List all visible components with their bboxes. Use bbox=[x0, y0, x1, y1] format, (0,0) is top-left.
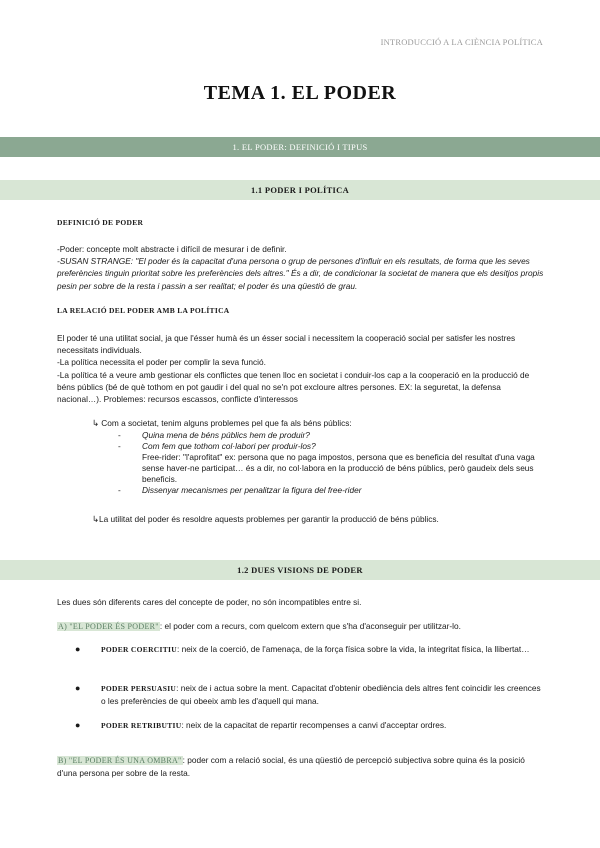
bullet-icon: ● bbox=[75, 644, 81, 654]
bullet-icon: ● bbox=[75, 720, 81, 730]
problems-list bbox=[118, 430, 543, 496]
persuasive-label: PODER PERSUASIU bbox=[101, 684, 177, 693]
list-item: - Dissenyar mecanismes per penalitzar la figura del free-rider bbox=[118, 485, 362, 495]
definition-paragraph bbox=[57, 243, 545, 292]
subsection-band: 1.1 PODER I POLÍTICA bbox=[0, 180, 600, 200]
definition-quote-block bbox=[57, 255, 545, 292]
free-rider-detail: Free-rider: "l'aprofitat" ex: persona que no paga impostos, persona que es beneficia del resultat d'una vaga sense haver-ne participat… és a dir, no col·labora en la producció de béns públics, però gaudeix dels seus beneficis. bbox=[142, 452, 535, 484]
power-utility-note: ↳La utilitat del poder és resoldre aquests problemes per garantir la producció de béns públics. bbox=[92, 514, 439, 524]
dash-bullet: - bbox=[118, 441, 121, 451]
vision-a bbox=[57, 620, 545, 633]
vision-b bbox=[57, 754, 545, 779]
definition-line: -Poder: concepte molt abstracte i difícil de mesurar i de definir. bbox=[57, 244, 287, 254]
strange-quote: -SUSAN STRANGE: "El poder és la capacitat d'una persona o grup de persones d'influir en els resultats, de forma que les seves preferències tinguin prioritat sobre les preferències dels altres." bbox=[57, 256, 530, 279]
relation-heading: LA RELACIÓ DEL PODER AMB LA POLÍTICA bbox=[57, 306, 230, 315]
course-header: INTRODUCCIÓ A LA CIÈNCIA POLÍTICA bbox=[380, 37, 543, 47]
relation-paragraph bbox=[57, 332, 545, 405]
vision-a-label: A) "EL PODER ÉS PODER" bbox=[58, 622, 159, 631]
subsection-band: 1.2 DUES VISIONS DE PODER bbox=[0, 560, 600, 580]
list-item: ● PODER RETRIBUTIU: neix de la capacitat de repartir recompenses a canvi d'acceptar ordres. bbox=[75, 720, 447, 730]
relation-p2: -La política necessita el poder per complir la seva funció. bbox=[57, 357, 266, 368]
page-title: TEMA 1. EL PODER bbox=[203, 82, 397, 104]
list-item: ● PODER COERCITIU: neix de la coerció, de l'amenaça, de la força física sobre la vida, la integritat física, la llibertat… bbox=[75, 644, 530, 654]
relation-p3: -La política té a veure amb gestionar els conflictes que tenen lloc en societat i conduir-los cap a la cooperació en la producció de béns públics (bé de què tothom en pot gaudir i del qual no se'n pot excloure altres persones. EX: la seguretat, la defensa nacional…). Problemes: recursos escassos, conflicte d'interessos bbox=[57, 369, 530, 405]
coercive-label: PODER COERCITIU bbox=[101, 645, 177, 654]
retributive-label: PODER RETRIBUTIU bbox=[101, 721, 182, 730]
dash-bullet: - bbox=[118, 430, 121, 440]
list-item: ● PODER PERSUASIU: neix de i actua sobre la ment. Capacitat d'obtenir obediència dels altres fent coincidir les creences o les preferències de qui obeeix amb les d'aquell qui mana. bbox=[75, 683, 541, 707]
dash-bullet: - bbox=[118, 485, 121, 495]
list-item: - Quina mena de béns públics hem de produir? bbox=[118, 430, 310, 440]
vision-a-text: : el poder com a recurs, com quelcom extern que s'ha d'aconseguir per utilitzar-lo. bbox=[159, 621, 461, 631]
section-band: 1. EL PODER: DEFINICIÓ I TIPUS bbox=[0, 137, 600, 157]
public-goods-problems: ↳ Com a societat, tenim alguns problemes pel que fa als béns públics: bbox=[92, 418, 352, 428]
vision-b-label: B) "EL PODER ÉS UNA OMBRA" bbox=[58, 756, 182, 765]
list-item: - Com fem que tothom col·labori per produir-los? Free-rider: "l'aprofitat" ex: persona que no paga impostos, persona que es beneficia del resultat d'una vaga sense haver-ne participat… és a dir, no col·labora en la producció de béns públics, però gaudeix dels seus beneficis. bbox=[118, 441, 535, 484]
definition-rest: És a dir, de condicionar la societat de manera que els desitjos propis pesin per sobre de la resta i passin a ser realitat; el poder és una qüestió de grau. bbox=[57, 268, 544, 291]
definition-heading: DEFINICIÓ DE PODER bbox=[57, 218, 144, 227]
bullet-icon: ● bbox=[75, 683, 81, 693]
visions-intro: Les dues són diferents cares del concepte de poder, no són incompatibles entre si. bbox=[57, 597, 362, 607]
vision-b-text: : poder com a relació social, és una qüestió de percepció subjectiva sobre quina és la posició d'una persona per sobre de la resta. bbox=[57, 755, 525, 779]
relation-p1: El poder té una utilitat social, ja que l'ésser humà és un ésser social i necessitem la cooperació social per satisfer les nostres necessitats individuals. bbox=[57, 333, 516, 356]
